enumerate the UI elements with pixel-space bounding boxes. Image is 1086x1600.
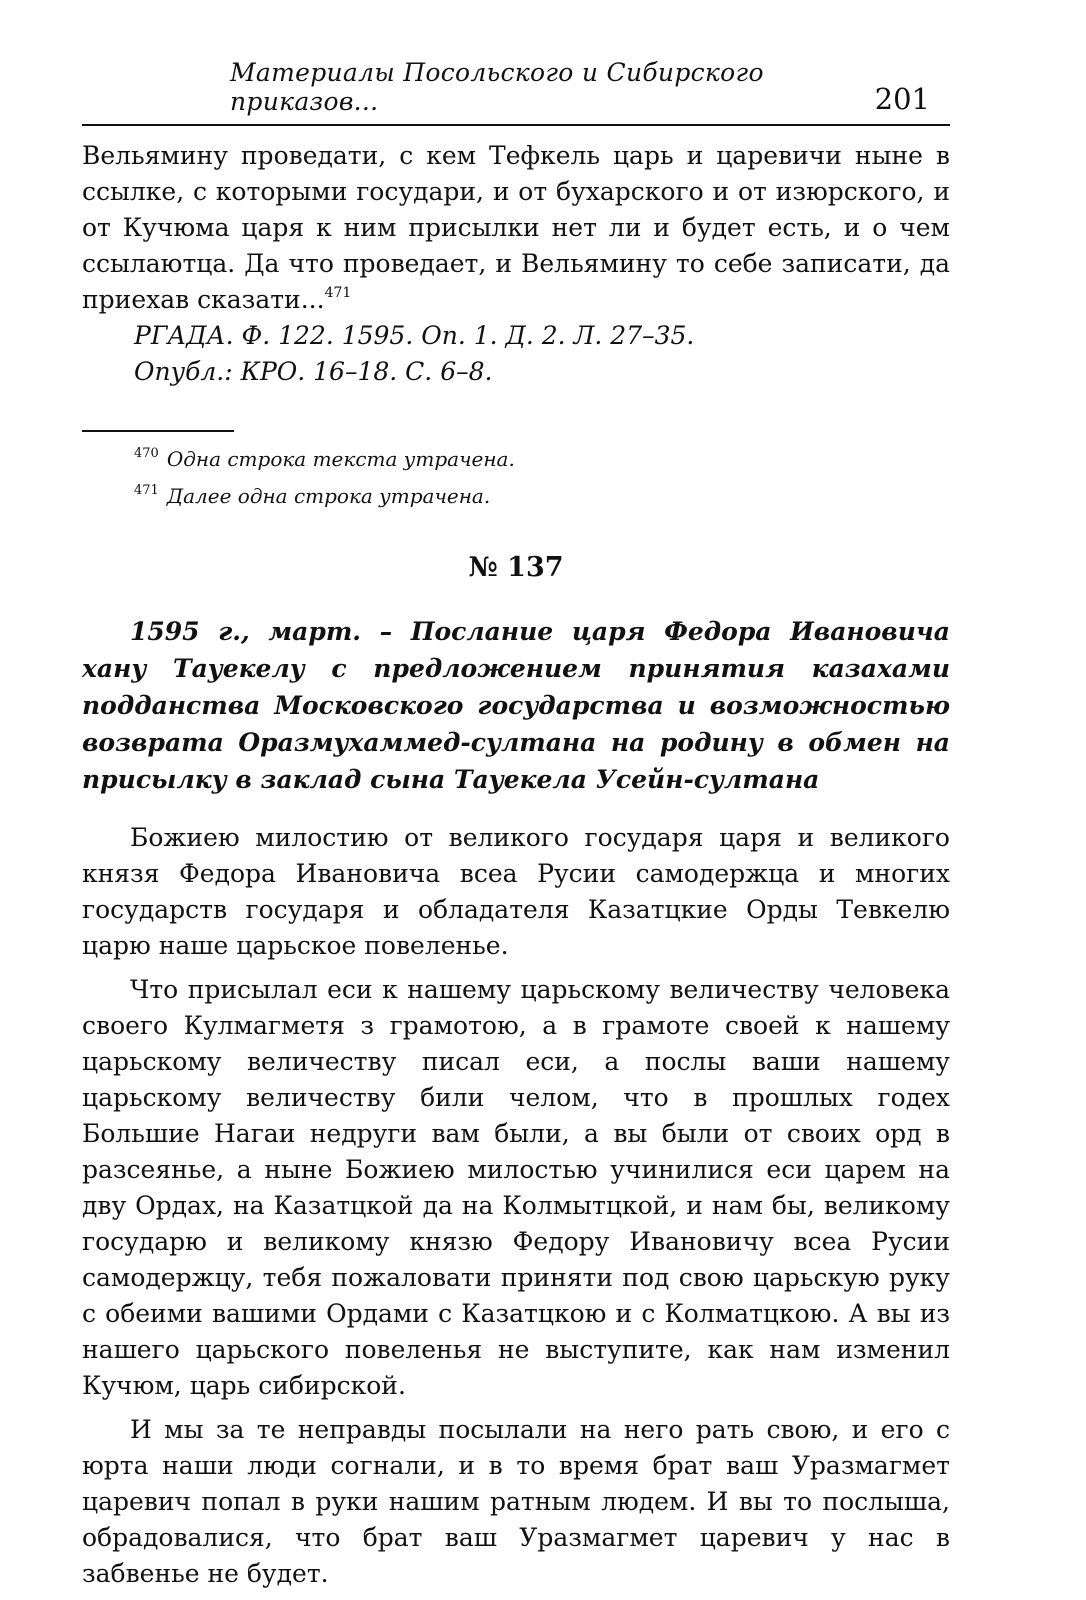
footnote-divider bbox=[82, 430, 234, 432]
document-heading bbox=[82, 613, 950, 798]
footnote-ref-471: 471 bbox=[324, 285, 352, 301]
document-title: Послание царя Федора Ивановича хану Тауекелу с предложением принятия казахами подданства Московского государства и возможностью возврата Оразмухаммед-султана на родину в обмен на присылку в заклад сына Тауекела Усейн-султана bbox=[82, 617, 950, 794]
footnote-number: 471 bbox=[134, 483, 159, 498]
letter-paragraph: Божиею милостию от великого государя царя и великого князя Федора Ивановича всеа Русии самодержца и многих государств государя и обладателя Казатцкие Орды Тевкелю царю наше царьское повеленье. bbox=[82, 823, 950, 960]
footnote-text: Далее одна строка утрачена. bbox=[166, 484, 491, 508]
archive-reference: РГАДА. Ф. 122. 1595. Оп. 1. Д. 2. Л. 27–35. bbox=[134, 321, 695, 350]
continued-text: Вельямину проведати, с кем Тефкель царь и царевичи ныне в ссылке, с которыми государи, и от бухарского и от изюрского, и от Кучюма царя к ним присылки нет ли и будет есть, и о чем ссылаютца. Да что проведает, и Вельямину то себе записати, да приехав сказати... bbox=[82, 141, 950, 314]
document-date: 1595 г., март. – bbox=[130, 617, 393, 646]
footnote-number: 470 bbox=[134, 446, 159, 461]
running-header bbox=[82, 58, 950, 126]
footnote-text: Одна строка текста утрачена. bbox=[166, 447, 515, 471]
running-title: Материалы Посольского и Сибирского приказов... bbox=[230, 58, 764, 116]
continued-paragraph bbox=[82, 138, 950, 318]
letter-text bbox=[82, 820, 950, 1592]
footnote bbox=[134, 475, 950, 512]
letter-paragraph: Что присылал еси к нашему царьскому величеству человека своего Кулмагметя з грамотою, а в грамоте своей к нашему царьскому величеству писал еси, а послы ваши нашему царьскому величеству били челом, что в прошлых годех Большие Нагаи недруги вам были, а вы были от своих орд в разсеянье, а ныне Божиею милостью учинилися еси царем на дву Ордах, на Казатцкой да на Колмытцкой, и нам бы, великому государю и великому князю Федору Ивановичу всеа Русии самодержцу, тебя пожаловати приняти под свою царьскую руку с обеими вашими Ордами с Казатцкою и с Колматцкою. А вы из нашего царьского повеленья не выступите, как нам изменил Кучюм, царь сибирской. bbox=[82, 975, 950, 1400]
footnote bbox=[134, 438, 950, 475]
page-number: 201 bbox=[874, 82, 930, 116]
publication-reference: Опубл.: КРО. 16–18. С. 6–8. bbox=[134, 357, 493, 386]
footnotes bbox=[82, 430, 950, 512]
book-page bbox=[82, 58, 950, 1600]
letter-paragraph: И мы за те неправды посылали на него рать свою, и его с юрта наши люди согнали, и в то время брат ваш Уразмагмет царевич попал в руки нашим ратным людем. И вы то послыша, обрадовалися, что брат ваш Уразмагмет царевич у нас в забвенье не будет. bbox=[82, 1415, 950, 1588]
document-number: № 137 bbox=[468, 552, 564, 583]
